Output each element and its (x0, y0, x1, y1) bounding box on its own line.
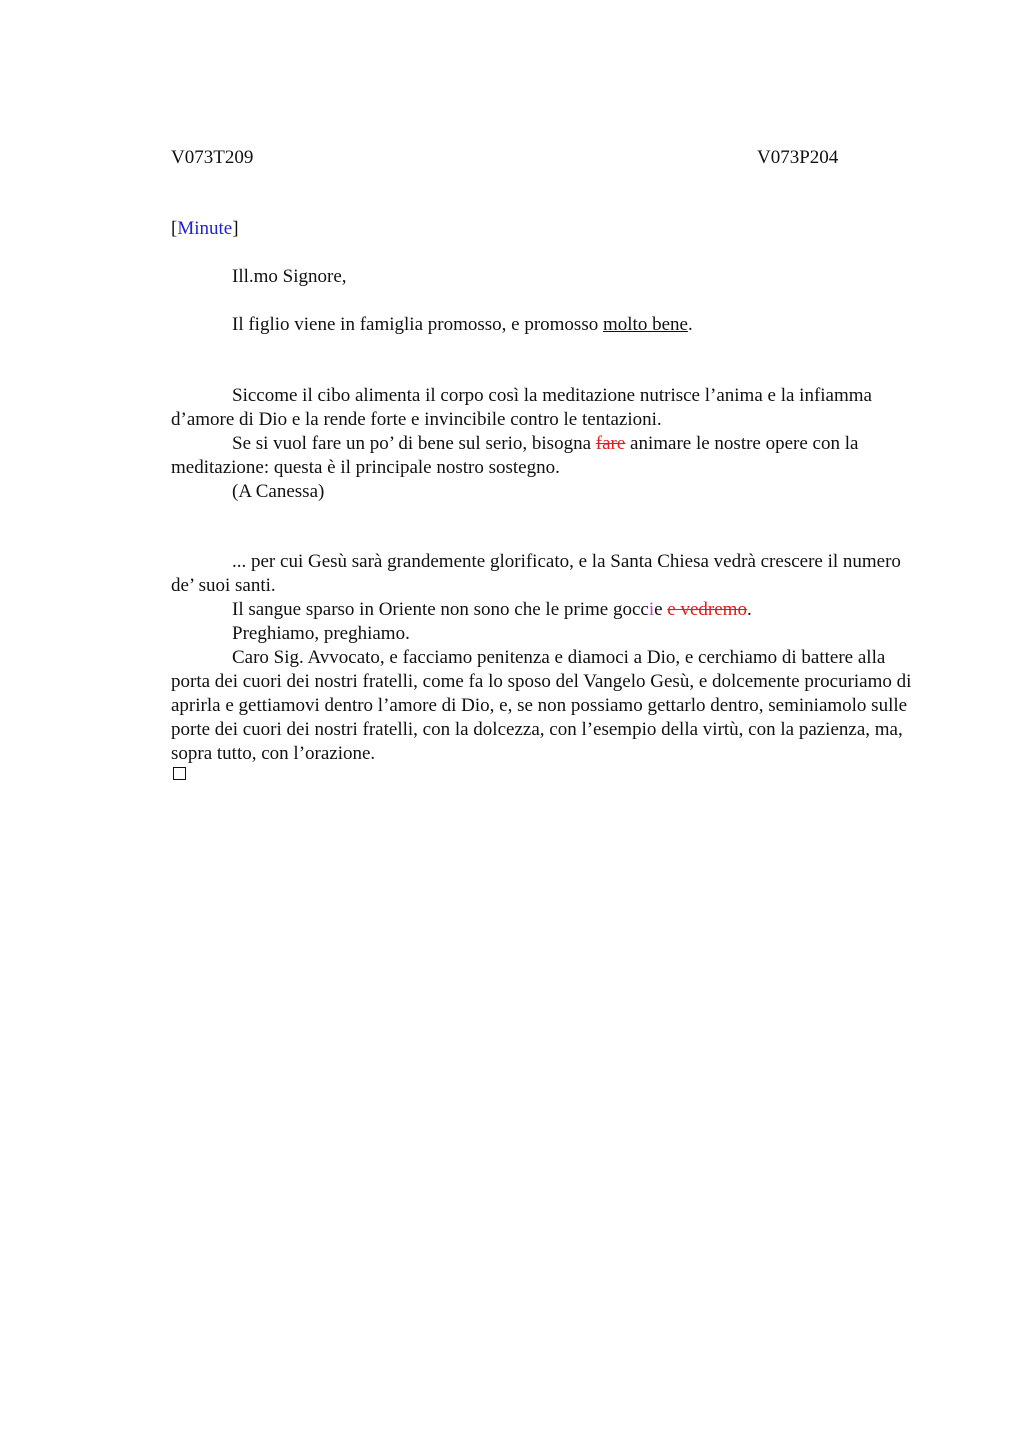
minute-open-bracket: [ (171, 218, 178, 239)
section-a-paragraph-2 (171, 432, 923, 480)
minute-label-text: Minute (177, 218, 233, 239)
section-a-p2-before: Se si vuol fare un po’ di bene sul serio, bisogna (232, 433, 596, 454)
figlio-line-before: Il figlio viene in famiglia promosso, e promosso (232, 314, 603, 335)
section-b-paragraph-3: Preghiamo, preghiamo. (232, 623, 410, 644)
section-b-paragraph-1: ... per cui Gesù sarà grandemente glorificato, e la Santa Chiesa vedrà crescere il numero de’ suoi santi. (171, 551, 901, 596)
section-b-p2-deletion: e vedremo (667, 599, 747, 620)
figlio-line-after: . (687, 314, 693, 335)
section-a-p2-after: animare le nostre opere con la meditazione: questa è il principale nostro sostegno. (171, 433, 859, 478)
section-b-p2-before: Il sangue sparso in Oriente non sono che le prime gocc (232, 599, 649, 620)
end-marker-square-icon (173, 767, 186, 780)
section-b-p2-insertion: i (648, 599, 655, 620)
section-b-p2-after: . (746, 599, 752, 620)
figlio-line-block (171, 313, 923, 337)
figlio-line (171, 313, 923, 337)
section-b-paragraph-2 (171, 598, 923, 622)
header-left-code: V073T209 (171, 147, 254, 168)
minute-label (171, 217, 239, 241)
section-a-p2-deletion: fare (595, 433, 626, 454)
figlio-line-underlined: molto bene (602, 314, 688, 335)
section-b (171, 550, 923, 766)
header-right-code: V073P204 (757, 147, 839, 168)
section-b-paragraph-4: Caro Sig. Avvocato, e facciamo penitenza e diamoci a Dio, e cerchiamo di battere alla porta dei cuori dei nostri fratelli, come fa lo sposo del Vangelo Gesù, e dolcemente procuriamo di aprirla e gettiamovi dentro l’amore di Dio, e, se non possiamo gettarlo dentro, seminiamolo sulle porte dei cuori dei nostri fratelli, con la dolcezza, con l’esempio della virtù, con la pazienza, ma, sopra tutto, con l’orazione. (171, 647, 912, 764)
section-a-paragraph-3: (A Canessa) (232, 481, 325, 502)
minute-close-bracket: ] (232, 218, 239, 239)
section-b-p2-mid: e (654, 599, 668, 620)
salutation: Ill.mo Signore, (232, 266, 347, 287)
salutation-block (171, 265, 923, 289)
section-a-paragraph-1: Siccome il cibo alimenta il corpo così la meditazione nutrisce l’anima e la infiamma d’amore di Dio e la rende forte e invincibile contro le tentazioni. (171, 385, 872, 430)
section-a (171, 384, 923, 504)
